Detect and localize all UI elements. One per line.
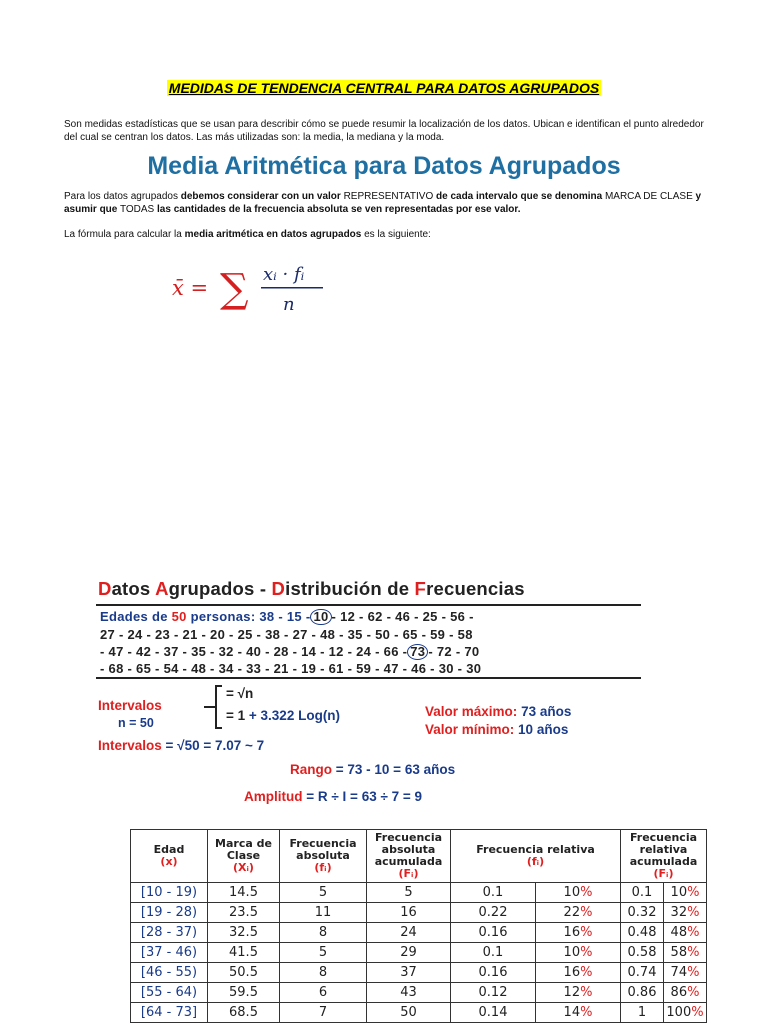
cell-cumulative-absolute-frequency: 5 bbox=[367, 883, 451, 903]
cell-class-mark: 59.5 bbox=[208, 983, 280, 1003]
p3-text-1: La fórmula para calcular la bbox=[64, 229, 185, 240]
p2-bold-2: de cada intervalo que se denomina bbox=[436, 191, 603, 202]
cell-cumulative-absolute-frequency: 16 bbox=[367, 903, 451, 923]
intervalos-calc-value: = √50 = 7.07 ~ 7 bbox=[165, 738, 265, 753]
data-line-1-rest: - 12 - 62 - 46 - 25 - 56 - bbox=[331, 609, 474, 624]
cell-cumulative-absolute-frequency: 50 bbox=[367, 1003, 451, 1023]
cell-cumulative-absolute-frequency: 29 bbox=[367, 943, 451, 963]
frequency-table bbox=[130, 829, 707, 1023]
document-title: MEDIDAS DE TENDENCIA CENTRAL PARA DATOS AGRUPADOS bbox=[168, 80, 600, 96]
cell-interval: [37 - 46) bbox=[131, 943, 208, 963]
max-value: 73 años bbox=[521, 704, 572, 719]
cell-cumulative-relative-frequency-percent: 48% bbox=[664, 923, 707, 943]
cell-cumulative-relative-frequency: 0.74 bbox=[621, 963, 664, 983]
formula-denominator: n bbox=[283, 294, 295, 315]
cell-relative-frequency: 0.1 bbox=[451, 943, 536, 963]
amplitud-line bbox=[244, 789, 422, 804]
table-row bbox=[131, 1003, 707, 1023]
cell-cumulative-relative-frequency: 0.86 bbox=[621, 983, 664, 1003]
grouped-data-paragraph bbox=[64, 190, 704, 216]
ages-count: 50 bbox=[171, 609, 187, 624]
max-value-circle: 73 bbox=[407, 644, 428, 660]
header-frecuencia-relativa-acumulada bbox=[621, 830, 707, 883]
data-line-2: 27 - 24 - 23 - 21 - 20 - 25 - 38 - 27 - 48 - 35 - 50 - 65 - 59 - 58 bbox=[100, 627, 473, 642]
data-line-3-end: - 72 - 70 bbox=[428, 644, 480, 659]
mean-formula bbox=[170, 258, 340, 325]
cell-absolute-frequency: 8 bbox=[280, 923, 367, 943]
cell-cumulative-relative-frequency-percent: 74% bbox=[664, 963, 707, 983]
header-frecuencia-absoluta bbox=[280, 830, 367, 883]
infographic-title bbox=[98, 578, 525, 600]
cell-interval: [10 - 19) bbox=[131, 883, 208, 903]
amplitud-value: = R ÷ I = 63 ÷ 7 = 9 bbox=[306, 789, 423, 804]
p2-bold-4: las cantidades de la frecuencia absoluta se ven representadas por ese valor. bbox=[157, 204, 521, 215]
intervalos-calc-label: Intervalos bbox=[98, 738, 162, 753]
cell-relative-frequency-percent: 10% bbox=[536, 943, 621, 963]
header-symbol: (x) bbox=[160, 855, 178, 868]
intervalos-label: Intervalos bbox=[98, 698, 162, 713]
header-frecuencia-absoluta-acumulada bbox=[367, 830, 451, 883]
intervalos-calc-line bbox=[98, 738, 264, 753]
cell-relative-frequency-percent: 16% bbox=[536, 963, 621, 983]
max-value-label: Valor máximo: bbox=[425, 704, 518, 719]
cell-absolute-frequency: 6 bbox=[280, 983, 367, 1003]
interval-formula-sturges bbox=[226, 708, 340, 723]
rango-line bbox=[290, 762, 455, 777]
formula-lhs: x̄ = bbox=[172, 276, 209, 300]
formula-fraction-bar bbox=[261, 287, 323, 289]
cell-cumulative-relative-frequency: 0.32 bbox=[621, 903, 664, 923]
cell-relative-frequency-percent: 22% bbox=[536, 903, 621, 923]
cell-absolute-frequency: 5 bbox=[280, 883, 367, 903]
cell-cumulative-absolute-frequency: 37 bbox=[367, 963, 451, 983]
cell-interval: [28 - 37) bbox=[131, 923, 208, 943]
infographic-top-rule bbox=[96, 604, 641, 606]
cell-cumulative-relative-frequency: 1 bbox=[621, 1003, 664, 1023]
max-value-line bbox=[425, 704, 571, 719]
header-label: Marca de Clase bbox=[215, 837, 272, 862]
header-symbol: (fᵢ) bbox=[526, 855, 545, 868]
cell-interval: [55 - 64) bbox=[131, 983, 208, 1003]
header-label: Edad bbox=[153, 843, 185, 856]
title-part-4: grupados - bbox=[168, 578, 272, 599]
section-heading: Media Aritmética para Datos Agrupados bbox=[147, 152, 621, 180]
n-label: n = 50 bbox=[118, 716, 154, 730]
cell-cumulative-relative-frequency-percent: 58% bbox=[664, 943, 707, 963]
header-label: Frecuencia absoluta acumulada bbox=[374, 831, 443, 868]
title-part-1: D bbox=[98, 578, 112, 599]
cell-relative-frequency: 0.16 bbox=[451, 923, 536, 943]
cell-absolute-frequency: 5 bbox=[280, 943, 367, 963]
title-part-7: F bbox=[414, 578, 427, 599]
min-value-label: Valor mínimo: bbox=[425, 722, 515, 737]
ages-label-tail: personas: 38 - 15 - bbox=[186, 609, 311, 624]
cell-cumulative-relative-frequency-percent: 10% bbox=[664, 883, 707, 903]
table-row bbox=[131, 943, 707, 963]
formula-intro-paragraph bbox=[64, 228, 704, 241]
cell-class-mark: 41.5 bbox=[208, 943, 280, 963]
title-part-2: atos bbox=[111, 578, 156, 599]
cell-relative-frequency: 0.1 bbox=[451, 883, 536, 903]
p2-text-3: MARCA DE CLASE bbox=[602, 191, 696, 202]
table-row bbox=[131, 963, 707, 983]
cell-interval: [46 - 55) bbox=[131, 963, 208, 983]
cell-cumulative-absolute-frequency: 43 bbox=[367, 983, 451, 1003]
title-part-6: istribución de bbox=[285, 578, 415, 599]
sturges-start: = 1 bbox=[226, 708, 249, 723]
p2-text-2: REPRESENTATIVO bbox=[340, 191, 436, 202]
cell-relative-frequency: 0.12 bbox=[451, 983, 536, 1003]
cell-interval: [19 - 28) bbox=[131, 903, 208, 923]
infographic-data-rule bbox=[96, 677, 641, 679]
cell-class-mark: 32.5 bbox=[208, 923, 280, 943]
amplitud-label: Amplitud bbox=[244, 789, 303, 804]
rango-label: Rango bbox=[290, 762, 332, 777]
header-symbol: (Fᵢ) bbox=[398, 867, 419, 880]
data-line-3 bbox=[100, 644, 479, 660]
formula-sigma: ∑ bbox=[220, 266, 249, 312]
cell-cumulative-relative-frequency-percent: 86% bbox=[664, 983, 707, 1003]
cell-cumulative-relative-frequency: 0.58 bbox=[621, 943, 664, 963]
header-symbol: (Fᵢ) bbox=[653, 867, 674, 880]
table-body bbox=[131, 883, 707, 1023]
p2-text-4: TODAS bbox=[117, 204, 158, 215]
data-line-3-start: - 47 - 42 - 37 - 35 - 32 - 40 - 28 - 14 - 12 - 24 - 66 - bbox=[100, 644, 408, 659]
grouped-data-infographic bbox=[94, 574, 646, 814]
table-row bbox=[131, 983, 707, 1003]
p2-bold-1: debemos considerar con un valor bbox=[180, 191, 341, 202]
intro-paragraph: Son medidas estadísticas que se usan para describir cómo se puede resumir la localización de los datos. Ubican e identifican el punto alrededor del cual se centran los datos. Las más utilizadas son: la media, la mediana y la moda. bbox=[64, 119, 704, 143]
sturges-rest: + 3.322 Log(n) bbox=[248, 708, 341, 723]
cell-cumulative-absolute-frequency: 24 bbox=[367, 923, 451, 943]
table-row bbox=[131, 883, 707, 903]
data-line-1 bbox=[100, 609, 474, 625]
cell-interval: [64 - 73] bbox=[131, 1003, 208, 1023]
cell-cumulative-relative-frequency-percent: 32% bbox=[664, 903, 707, 923]
interval-formula-sqrt: = √n bbox=[226, 686, 254, 701]
header-marca-clase bbox=[208, 830, 280, 883]
cell-relative-frequency-percent: 10% bbox=[536, 883, 621, 903]
title-part-8: recuencias bbox=[426, 578, 525, 599]
min-value: 10 años bbox=[518, 722, 569, 737]
min-value-circle: 10 bbox=[310, 609, 331, 625]
cell-relative-frequency: 0.22 bbox=[451, 903, 536, 923]
cell-class-mark: 68.5 bbox=[208, 1003, 280, 1023]
p2-bold-3: y asumir que bbox=[64, 191, 702, 215]
table-header-row bbox=[131, 830, 707, 883]
cell-relative-frequency: 0.14 bbox=[451, 1003, 536, 1023]
cell-absolute-frequency: 8 bbox=[280, 963, 367, 983]
ages-label: Edades de bbox=[100, 609, 172, 624]
p3-bold-1: media aritmética en datos agrupados bbox=[184, 229, 362, 240]
header-symbol: (fᵢ) bbox=[314, 861, 332, 874]
cell-cumulative-relative-frequency: 0.1 bbox=[621, 883, 664, 903]
table-row bbox=[131, 923, 707, 943]
mean-formula-svg bbox=[170, 258, 340, 320]
cell-class-mark: 23.5 bbox=[208, 903, 280, 923]
brace-icon bbox=[198, 684, 228, 732]
cell-relative-frequency-percent: 16% bbox=[536, 923, 621, 943]
header-label: Frecuencia absoluta bbox=[289, 837, 357, 862]
p3-text-2: es la siguiente: bbox=[361, 229, 431, 240]
formula-numerator: xᵢ · fᵢ bbox=[263, 264, 305, 285]
cell-relative-frequency-percent: 12% bbox=[536, 983, 621, 1003]
header-label: Frecuencia relativa acumulada bbox=[629, 831, 698, 868]
title-part-5: D bbox=[271, 578, 286, 599]
cell-class-mark: 50.5 bbox=[208, 963, 280, 983]
cell-class-mark: 14.5 bbox=[208, 883, 280, 903]
cell-cumulative-relative-frequency-percent: 100% bbox=[664, 1003, 707, 1023]
document-title-block bbox=[0, 80, 768, 98]
header-edad bbox=[131, 830, 208, 883]
cell-relative-frequency: 0.16 bbox=[451, 963, 536, 983]
rango-value: = 73 - 10 = 63 años bbox=[335, 762, 456, 777]
header-symbol: (Xᵢ) bbox=[233, 861, 254, 874]
p2-text-1: Para los datos agrupados bbox=[64, 191, 181, 202]
header-label: Frecuencia relativa bbox=[476, 843, 595, 856]
table-row bbox=[131, 903, 707, 923]
data-line-4: - 68 - 65 - 54 - 48 - 34 - 33 - 21 - 19 - 61 - 59 - 47 - 46 - 30 - 30 bbox=[100, 661, 482, 676]
header-frecuencia-relativa bbox=[451, 830, 621, 883]
cell-absolute-frequency: 7 bbox=[280, 1003, 367, 1023]
min-value-line bbox=[425, 722, 568, 737]
cell-relative-frequency-percent: 14% bbox=[536, 1003, 621, 1023]
title-part-3: A bbox=[155, 578, 169, 599]
cell-cumulative-relative-frequency: 0.48 bbox=[621, 923, 664, 943]
cell-absolute-frequency: 11 bbox=[280, 903, 367, 923]
